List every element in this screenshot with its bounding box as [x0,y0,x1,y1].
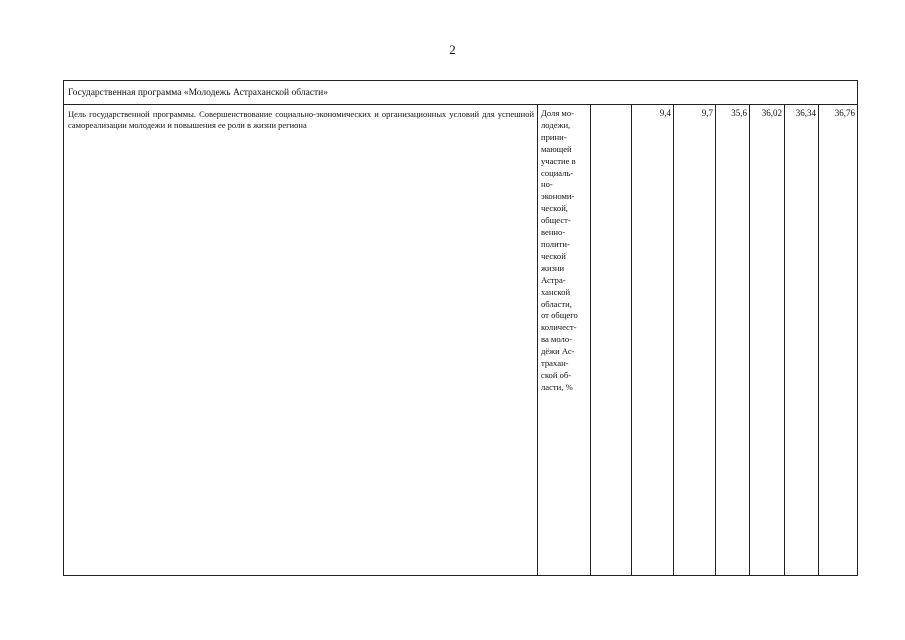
indicator-line: Доля мо- [541,108,575,118]
indicator-name [537,105,590,575]
indicator-line: полити- [541,238,570,249]
indicator-line: ханской [541,286,571,297]
indicator-line: Астра- [541,274,566,285]
indicator-line: мающей [541,143,572,154]
indicator-line: жизни [541,262,565,273]
unit-cell [590,105,631,575]
indicator-line: дёжи Ас- [541,346,575,357]
indicator-line: траxан- [541,358,569,369]
indicator-line: общест- [541,215,571,226]
indicator-line: ва моло- [541,334,572,345]
page-number: 2 [449,42,456,57]
program-table [63,80,858,576]
indicator-line: ческой [541,250,566,261]
indicator-line: ласти, % [541,381,573,392]
value-cell: 9,7 [673,105,715,575]
indicator-line: ческой, [541,203,568,214]
value-cell: 36,02 [749,105,784,575]
indicator-line: области, [541,298,572,309]
value-cell: 36,34 [784,105,818,575]
value-cell: 9,4 [631,105,673,575]
table-row [64,105,857,575]
indicator-line: участие в [541,155,576,166]
indicator-line: количест- [541,322,577,333]
value-cell: 36,76 [818,105,857,575]
indicator-line: прини- [541,131,567,142]
indicator-line: но- [541,179,553,190]
indicator-line: венно- [541,227,566,238]
indicator-line: социаль- [541,167,574,178]
indicator-line: экономи- [541,191,575,202]
indicator-line: от общего [541,310,578,321]
indicator-line: лодежи, [541,119,571,130]
program-title: Государственная программа «Молодежь Астраханской области» [64,81,857,105]
goal-description: Цель государственной программы. Совершенствование социально-экономических и организационных условий для успешной самореализации молодежи и повышения ее роли в жизни региона [68,109,534,130]
value-cell: 35,6 [715,105,749,575]
indicator-line: ской об- [541,369,572,380]
